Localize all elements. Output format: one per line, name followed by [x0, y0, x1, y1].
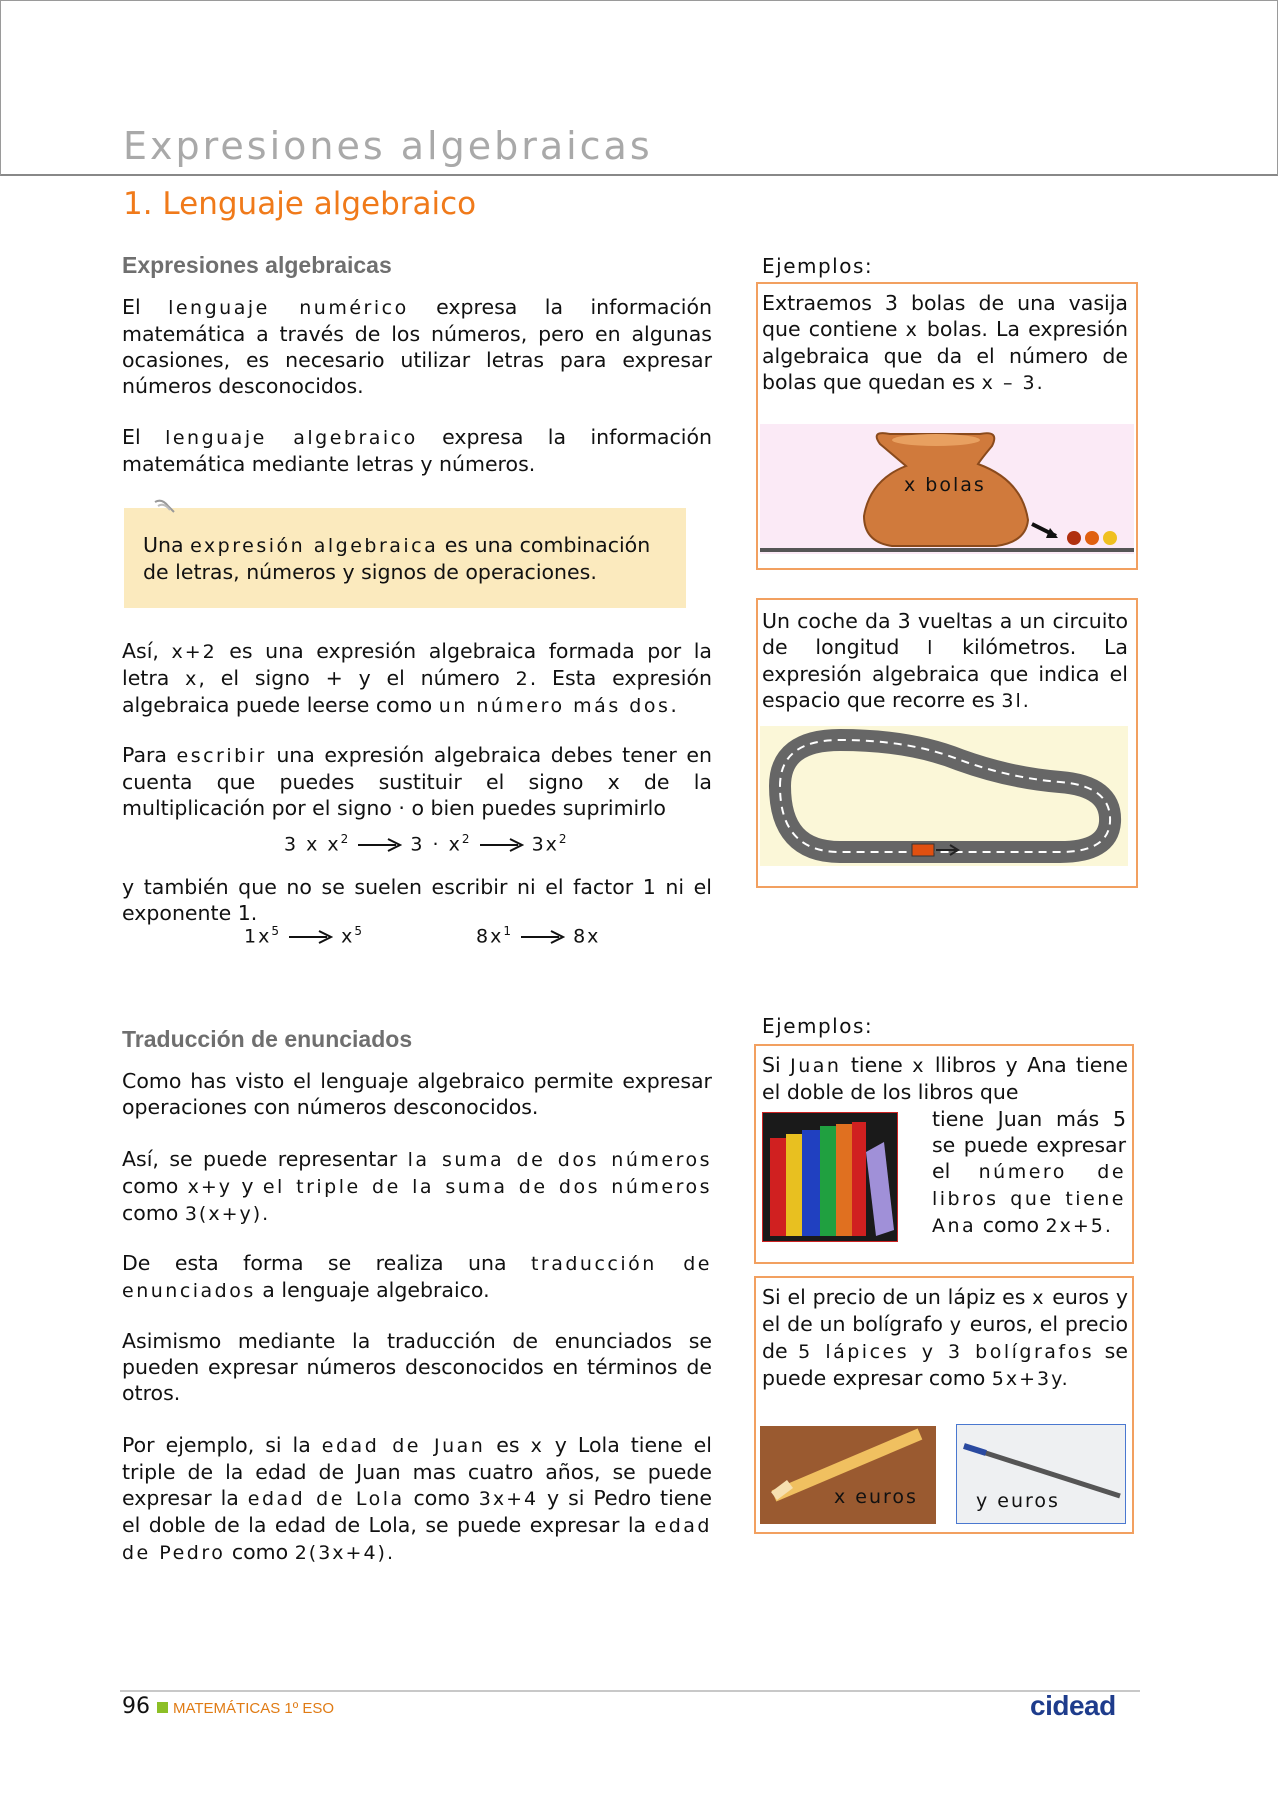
subheading-expresiones: Expresiones algebraicas	[122, 252, 392, 278]
example-libros-text-top: Si Juan tiene x llibros y Ana tiene el doble de los libros que	[762, 1053, 1128, 1104]
paragraph-lenguaje-numerico: El lenguaje numérico expresa la información matemática a través de los números, pero en algunas ocasiones, es necesario utilizar letras para expresar números desconocidos.	[122, 295, 712, 398]
document-title: Expresiones algebraicas	[123, 124, 653, 168]
pen-label: y euros	[976, 1490, 1060, 1512]
paragraph-como-has-visto: Como has visto el lenguaje algebraico permite expresar operaciones con números desconocidos.	[122, 1069, 712, 1119]
ejemplos-label: Ejemplos:	[762, 254, 874, 278]
math-multiplication-example: 3 x $x^2$ $3 \cdot x^2$ $3x^2$	[284, 832, 569, 856]
definition-note-text: Una expresión algebraica es una combinación de letras, números y signos de operaciones.	[143, 533, 651, 584]
course-label: MATEMÁTICAS 1º ESO	[173, 1700, 335, 1717]
pin-icon	[152, 498, 178, 516]
paragraph-escribir: Para escribir una expresión algebraica debes tener en cuenta que puedes sustituir el signo x de la multiplicación por el signo · o bien puedes suprimirlo	[122, 743, 712, 820]
page-number: 96	[122, 1694, 150, 1719]
term-expresion-algebraica: expresión algebraica	[190, 535, 439, 557]
paragraph-suma-dos-numeros: Así, se puede representar la suma de dos números como x+y y el triple de la suma de dos números como 3(x+y).	[122, 1147, 712, 1225]
arrow-right-icon	[521, 930, 565, 944]
paragraph-traduccion: De esta forma se realiza una traducción de enunciados a lenguaje algebraico.	[122, 1251, 712, 1302]
math-factor-example: $8x^1$ 8x	[476, 924, 601, 948]
example-circuito-text: Un coche da 3 vueltas a un circuito de longitud l kilómetros. La expresión algebraica que indica el espacio que recorre es 3l.	[762, 609, 1128, 712]
books-illustration	[762, 1112, 898, 1242]
example-lapiz-text: Si el precio de un lápiz es x euros y el de un bolígrafo y euros, el precio de 5 lápices y 3 bolígrafos se puede expresar como 5x+3y.	[762, 1285, 1128, 1390]
term-lenguaje-numerico: lenguaje numérico	[168, 297, 409, 319]
paragraph-factor-exponente: y también que no se suelen escribir ni el factor 1 ni el exponente 1.	[122, 875, 712, 925]
paragraph-edades: Por ejemplo, si la edad de Juan es x y Lola tiene el triple de la edad de Juan mas cuatro años, se puede expresar la edad de Lola como 3x+4 y si Pedro tiene el doble de la edad de Lola, se puede expresar la edad de Pedro como 2(3x+4).	[122, 1433, 713, 1564]
race-track-illustration	[760, 726, 1128, 866]
section-title: 1. Lenguaje algebraico	[123, 186, 477, 222]
pencil-label: x euros	[834, 1486, 918, 1508]
pencil-illustration	[760, 1426, 936, 1524]
footer-divider	[120, 1690, 1140, 1692]
arrow-right-icon	[358, 838, 402, 852]
cidead-logo: cidead	[1030, 1690, 1116, 1721]
paragraph-asimismo: Asimismo mediante la traducción de enunciados se pueden expresar números desconocidos en términos de otros.	[122, 1329, 712, 1405]
paragraph-ejemplo-x-mas-2: Así, x+2 es una expresión algebraica formada por la letra x, el signo + y el número 2. Esta expresión algebraica puede leerse como un número más dos.	[122, 639, 712, 717]
example-bolas-text: Extraemos 3 bolas de una vasija que contiene x bolas. La expresión algebraica que da el número de bolas que quedan es x – 3.	[762, 291, 1128, 394]
ejemplos-label-2: Ejemplos:	[762, 1014, 874, 1038]
arrow-right-icon	[289, 930, 333, 944]
subheading-traduccion: Traducción de enunciados	[122, 1026, 413, 1052]
term-lenguaje-algebraico: lenguaje algebraico	[165, 427, 418, 449]
footer-square-icon	[157, 1702, 168, 1713]
example-libros-text-side: tiene Juan más 5 se puede expresar el número de libros que tiene Ana como 2x+5.	[932, 1107, 1127, 1237]
math-exponent-example: $1x^5$ $x^5$	[244, 924, 364, 948]
arrow-right-icon	[480, 838, 524, 852]
vase-label: x bolas	[904, 474, 986, 496]
paragraph-lenguaje-algebraico: El lenguaje algebraico expresa la información matemática mediante letras y números.	[122, 425, 712, 476]
